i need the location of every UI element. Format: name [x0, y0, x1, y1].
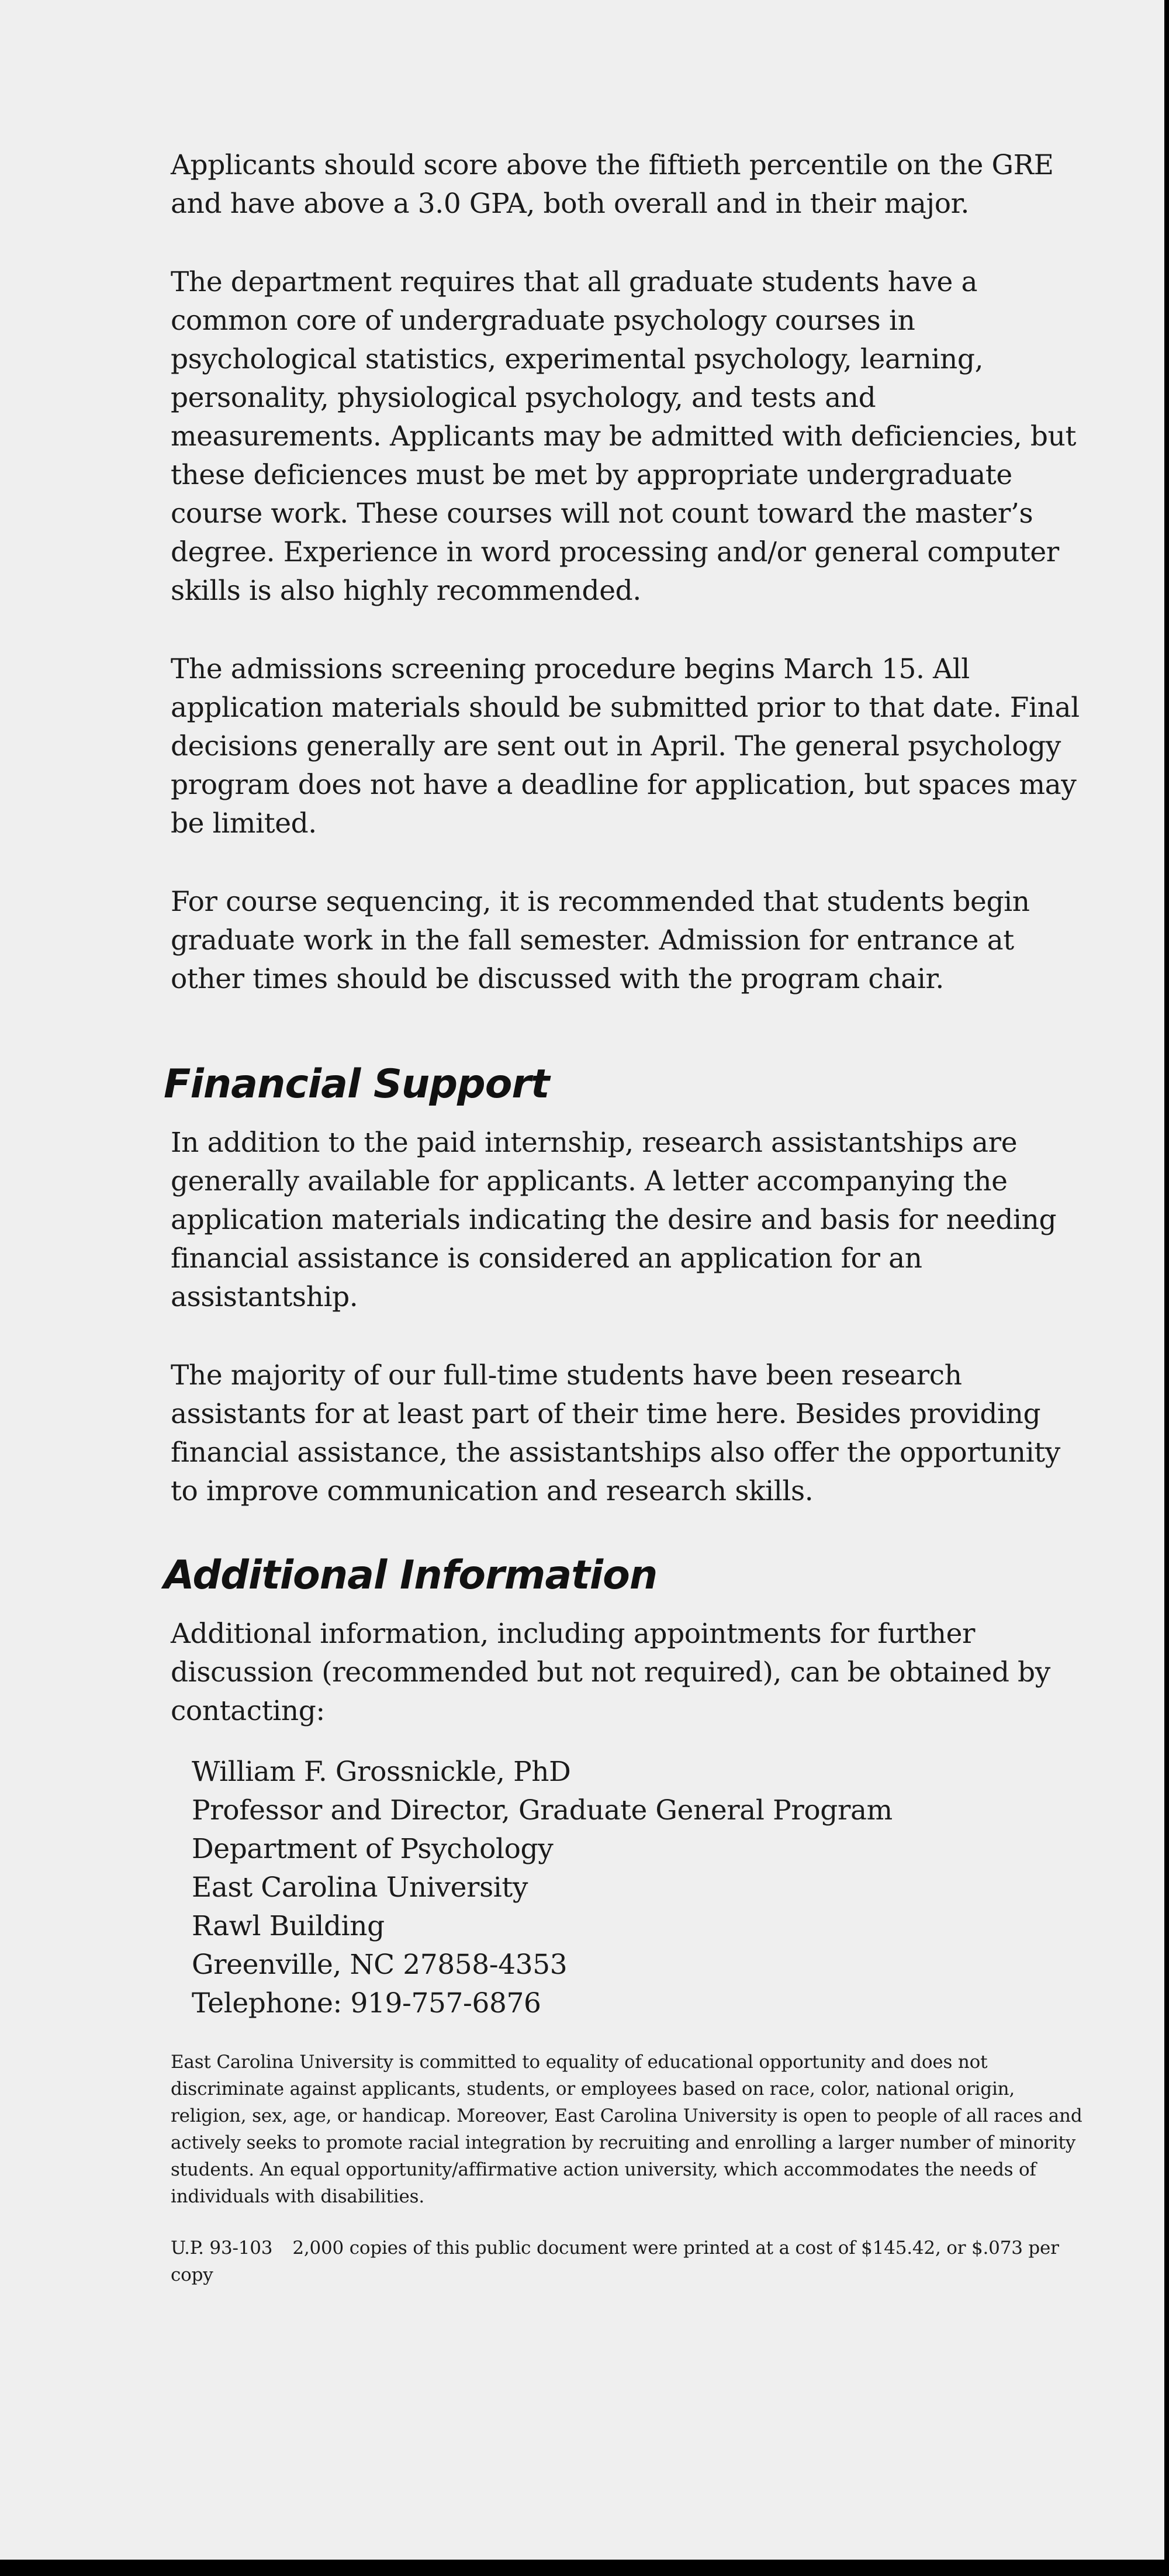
admissions-core-courses-paragraph: The department requires that all graduate students have a common core of undergraduate psychology courses in psychological statistics, experimental psychology, learning, personality, physiological psychology, and tests and measurements. Applicants may be admitted with deficiencies, but these deficiences must be met by appropriate undergraduate course work. These courses will not count toward the master’s degree. Experience in word processing and/or general computer skills is also highly recommended.: [171, 266, 1076, 607]
additional-information-paragraph: Additional information, including appointments for further discussion (recommended but not required), can be obtained by contacting:: [171, 1618, 1050, 1727]
printing-cost-text: 2,000 copies of this public document were printed at a cost of $145.42, or $.073 per copy: [171, 2237, 1059, 2285]
contact-city: Greenville, NC 27858-4353: [192, 1949, 568, 1981]
admissions-sequencing-paragraph: For course sequencing, it is recommended that students begin graduate work in the fall semester. Admission for entrance at other times should be discussed with the program chair.: [171, 886, 1030, 995]
admissions-gre-gpa-paragraph: Applicants should score above the fiftieth percentile on the GRE and have above a 3.0 GPA, both overall and in their major.: [171, 149, 1054, 220]
contact-department: Department of Psychology: [192, 1833, 554, 1865]
document-code: U.P. 93-103: [171, 2237, 273, 2259]
printing-footer: [171, 2235, 1082, 2288]
contact-title: Professor and Director, Graduate General Program: [192, 1794, 893, 1826]
contact-name: William F. Grossnickle, PhD: [192, 1756, 571, 1788]
document-content: [164, 146, 1082, 2288]
financial-assistantships-paragraph: In addition to the paid internship, research assistantships are generally available for applicants. A letter accompanying the application materials indicating the desire and basis for needing financial assistance is considered an application for an assistantship.: [171, 1127, 1057, 1313]
contact-telephone: Telephone: 919-757-6876: [192, 1987, 541, 2019]
equal-opportunity-notice: East Carolina University is committed to equality of educational opportunity and does not discriminate against applicants, students, or employees based on race, color, national origin, religion, sex, age, or handicap. Moreover, East Carolina University is open to people of all races and actively seeks to promote racial integration by recruiting and enrolling a larger number of minority students. An equal opportunity/affirmative action university, which accommodates the needs of individuals with disabilities.: [171, 2052, 1082, 2207]
additional-information-heading: Additional Information: [164, 1552, 658, 1598]
contact-block: [192, 1753, 1082, 2023]
contact-building: Rawl Building: [192, 1910, 385, 1942]
financial-majority-paragraph: The majority of our full-time students have been research assistants for at least part of their time here. Besides providing financial assistance, the assistantships also offer the opportunity to improve communication and research skills.: [171, 1359, 1060, 1507]
admissions-screening-paragraph: The admissions screening procedure begins March 15. All application materials should be submitted prior to that date. Final decisions generally are sent out in April. The general psychology program does not have a deadline for application, but spaces may be limited.: [171, 653, 1080, 840]
financial-support-heading: Financial Support: [164, 1061, 549, 1107]
contact-university: East Carolina University: [192, 1871, 528, 1904]
